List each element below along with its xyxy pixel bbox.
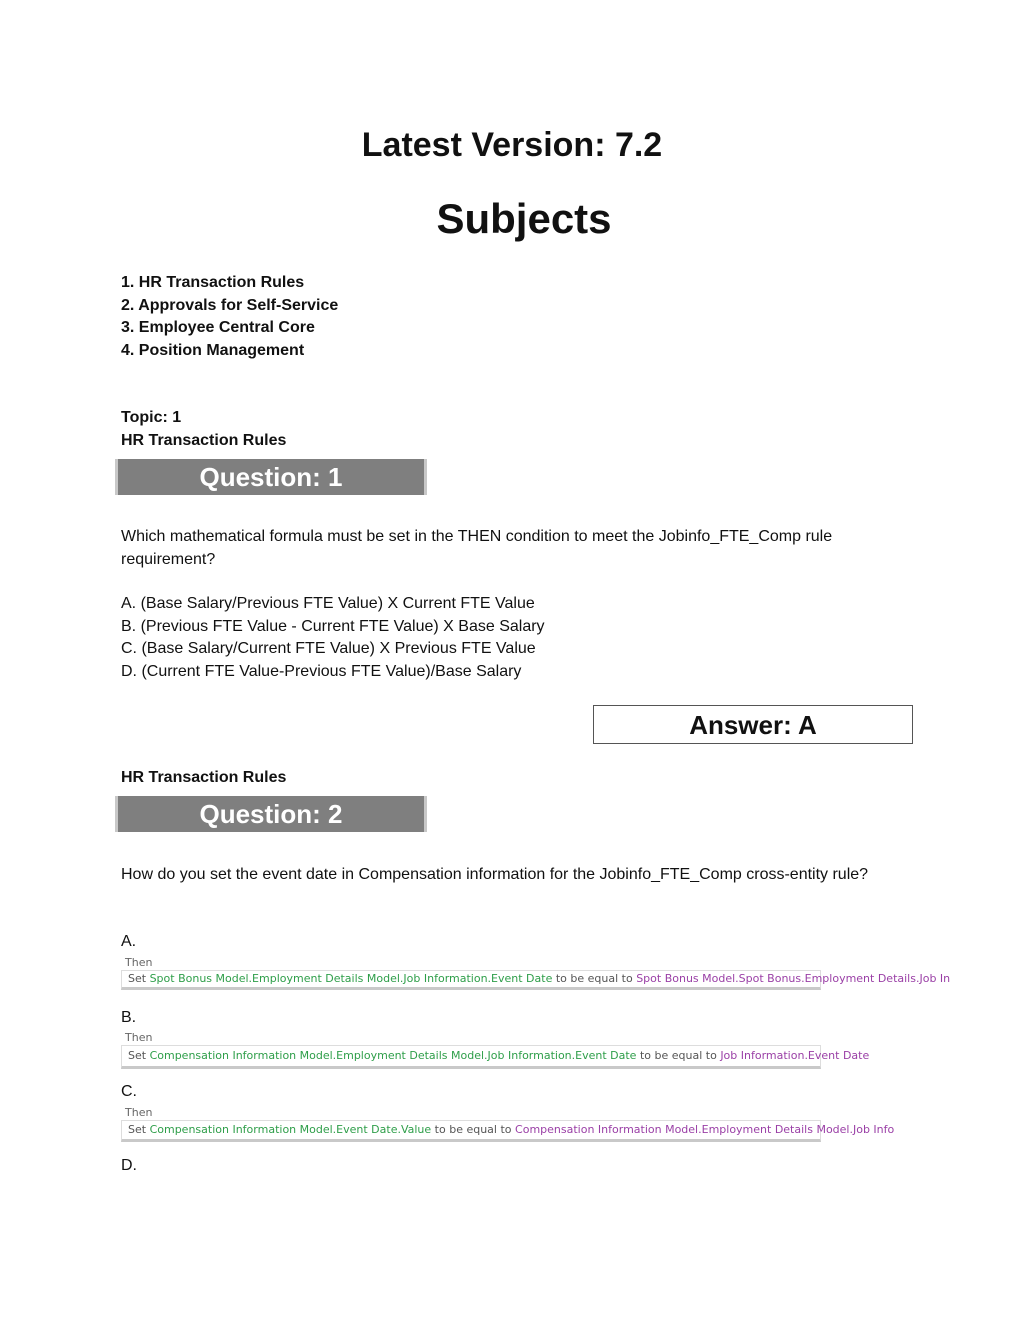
question-1-text: Which mathematical formula must be set in the THEN condition to meet the Jobinfo_FTE_Comp rule requirement? [121, 528, 833, 568]
then-label: Then [125, 1031, 153, 1044]
version-heading: Latest Version: 7.2 [361, 126, 663, 164]
topic-heading [121, 407, 286, 452]
subjects-title: Subjects [436, 195, 612, 242]
topic-number: Topic: 1 [121, 409, 182, 426]
rule-row [121, 970, 951, 990]
option-b-screenshot [121, 1031, 870, 1069]
option-a-screenshot [121, 956, 951, 990]
rule-field: Compensation Information Model.Employment Details Model.Job Information.Event Date [149, 1049, 637, 1062]
subject-item: 4. Position Management [121, 341, 305, 359]
question-2-text: How do you set the event date in Compensation information for the Jobinfo_FTE_Comp cross-entity rule? [121, 866, 869, 883]
option-d-letter: D. [121, 1157, 137, 1174]
option-b-letter: B. [121, 1009, 137, 1026]
rule-row [121, 1120, 895, 1142]
rule-value: Job Information.Event Date [720, 1049, 870, 1062]
then-label: Then [125, 1106, 153, 1119]
option-a-letter: A. [121, 933, 137, 950]
subject-item: 3. Employee Central Core [121, 319, 315, 336]
option-a: A. (Base Salary/Previous FTE Value) X Current FTE Value [121, 595, 535, 612]
option-d: D. (Current FTE Value-Previous FTE Value)/Base Salary [121, 662, 522, 680]
option-c-screenshot [121, 1106, 895, 1142]
question-2-banner: Question: 2 [115, 796, 427, 832]
rule-row [121, 1045, 870, 1069]
rule-operator: to be equal to [434, 1123, 512, 1136]
rule-value: Spot Bonus Model.Spot Bonus.Employment Details.Job In [636, 972, 951, 985]
subject-item: 1. HR Transaction Rules [121, 274, 305, 291]
question-1-options [121, 593, 545, 683]
option-c-letter: C. [121, 1083, 137, 1100]
subject-list [121, 272, 338, 362]
topic-name: HR Transaction Rules [121, 769, 287, 786]
subject-item: 2. Approvals for Self-Service [121, 296, 339, 314]
topic-name: HR Transaction Rules [121, 431, 287, 449]
rule-operator: to be equal to [639, 1049, 717, 1062]
set-label: Set [128, 1123, 147, 1136]
answer-box: Answer: A [593, 705, 913, 744]
then-label: Then [125, 956, 153, 969]
set-label: Set [128, 1049, 147, 1062]
rule-field: Compensation Information Model.Event Date.Value [149, 1123, 432, 1136]
set-label: Set [128, 972, 147, 985]
option-c: C. (Base Salary/Current FTE Value) X Previous FTE Value [121, 640, 536, 657]
rule-operator: to be equal to [555, 972, 633, 985]
question-1-banner: Question: 1 [115, 459, 427, 495]
rule-field: Spot Bonus Model.Employment Details Model.Job Information.Event Date [149, 972, 553, 985]
option-b: B. (Previous FTE Value - Current FTE Value) X Base Salary [121, 617, 545, 635]
rule-value: Compensation Information Model.Employment Details Model.Job Info [515, 1123, 895, 1136]
